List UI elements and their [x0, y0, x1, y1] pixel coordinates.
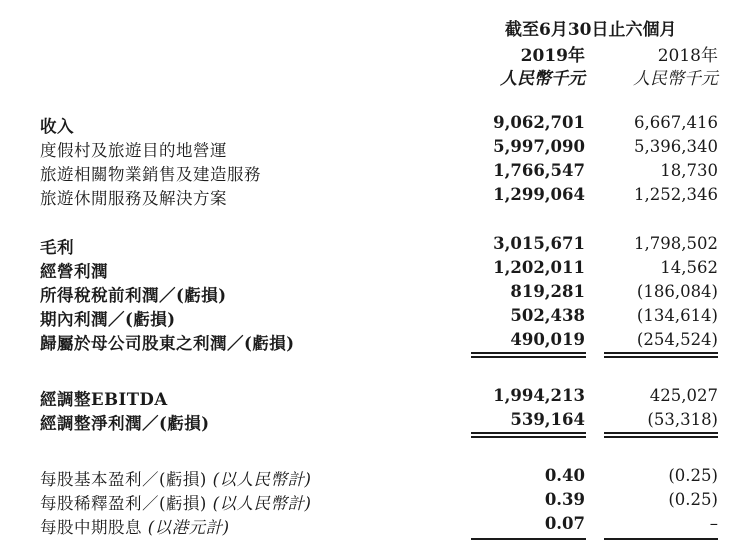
period-header: 截至6月30日止六個月 — [505, 20, 677, 40]
revenue-2018: 6,667,416 — [634, 113, 718, 132]
resort-ops-label: 度假村及旅遊目的地營運 — [40, 141, 227, 160]
basic-eps-2018: (0.25) — [668, 466, 718, 485]
adjusted-ebitda-label: 經調整EBITDA — [40, 390, 168, 409]
year-2019-header: 2019年 — [520, 46, 585, 66]
double-rule-2018-bottom — [604, 356, 718, 358]
revenue-2019: 9,062,701 — [493, 113, 585, 132]
property-sales-2018: 18,730 — [660, 161, 718, 180]
double-rule-2018-bottom-2 — [604, 436, 718, 438]
interim-dividend-2018: – — [709, 514, 718, 533]
period-profit-label: 期內利潤／(虧損) — [40, 310, 176, 329]
bottom-rule-2019 — [471, 538, 586, 540]
leisure-services-2018: 1,252,346 — [634, 185, 718, 204]
interim-dividend-text: 每股中期股息 — [40, 518, 142, 537]
attributable-profit-2018: (254,524) — [636, 330, 718, 349]
attributable-profit-2019: 490,019 — [510, 330, 585, 349]
unit-2019-header: 人民幣千元 — [500, 69, 585, 89]
period-profit-2018: (134,614) — [636, 306, 718, 325]
interim-dividend-label — [40, 514, 230, 538]
diluted-eps-2019: 0.39 — [544, 490, 585, 509]
bottom-rule-2018 — [604, 538, 718, 540]
resort-ops-2019: 5,997,090 — [493, 137, 585, 156]
leisure-services-2019: 1,299,064 — [493, 185, 585, 204]
operating-profit-2019: 1,202,011 — [493, 258, 585, 277]
gross-profit-2019: 3,015,671 — [493, 234, 585, 253]
double-rule-2018-top — [604, 352, 718, 354]
unit-2018-header: 人民幣千元 — [633, 69, 718, 89]
property-sales-label: 旅遊相關物業銷售及建造服務 — [40, 165, 261, 184]
profit-before-tax-2018: (186,084) — [636, 282, 718, 301]
diluted-eps-text: 每股稀釋盈利／(虧損) — [40, 494, 207, 513]
operating-profit-label: 經營利潤 — [40, 262, 108, 281]
basic-eps-note: (以人民幣計) — [212, 470, 312, 489]
double-rule-2019-top — [471, 352, 586, 354]
adjusted-net-profit-2019: 539,164 — [510, 410, 585, 429]
resort-ops-2018: 5,396,340 — [634, 137, 718, 156]
gross-profit-label: 毛利 — [40, 238, 74, 257]
operating-profit-2018: 14,562 — [660, 258, 718, 277]
interim-dividend-2019: 0.07 — [544, 514, 585, 533]
diluted-eps-note: (以人民幣計) — [212, 494, 312, 513]
profit-before-tax-label: 所得稅稅前利潤／(虧損) — [40, 286, 227, 305]
double-rule-2019-bottom — [471, 356, 586, 358]
adjusted-ebitda-2018: 425,027 — [649, 386, 718, 405]
profit-before-tax-2019: 819,281 — [510, 282, 585, 301]
period-profit-2019: 502,438 — [510, 306, 585, 325]
diluted-eps-2018: (0.25) — [668, 490, 718, 509]
leisure-services-label: 旅遊休閒服務及解決方案 — [40, 189, 227, 208]
adjusted-net-profit-label: 經調整淨利潤／(虧損) — [40, 414, 210, 433]
double-rule-2018-top-2 — [604, 432, 718, 434]
basic-eps-label — [40, 466, 312, 490]
basic-eps-2019: 0.40 — [544, 466, 585, 485]
adjusted-net-profit-2018: (53,318) — [647, 410, 718, 429]
diluted-eps-label — [40, 490, 312, 514]
interim-dividend-note: (以港元計) — [147, 518, 230, 537]
attributable-profit-label: 歸屬於母公司股東之利潤／(虧損) — [40, 334, 295, 353]
double-rule-2019-top-2 — [471, 432, 586, 434]
property-sales-2019: 1,766,547 — [493, 161, 585, 180]
revenue-label: 收入 — [40, 117, 74, 136]
year-2018-header: 2018年 — [657, 46, 718, 66]
gross-profit-2018: 1,798,502 — [634, 234, 718, 253]
basic-eps-text: 每股基本盈利／(虧損) — [40, 470, 207, 489]
adjusted-ebitda-2019: 1,994,213 — [493, 386, 585, 405]
double-rule-2019-bottom-2 — [471, 436, 586, 438]
